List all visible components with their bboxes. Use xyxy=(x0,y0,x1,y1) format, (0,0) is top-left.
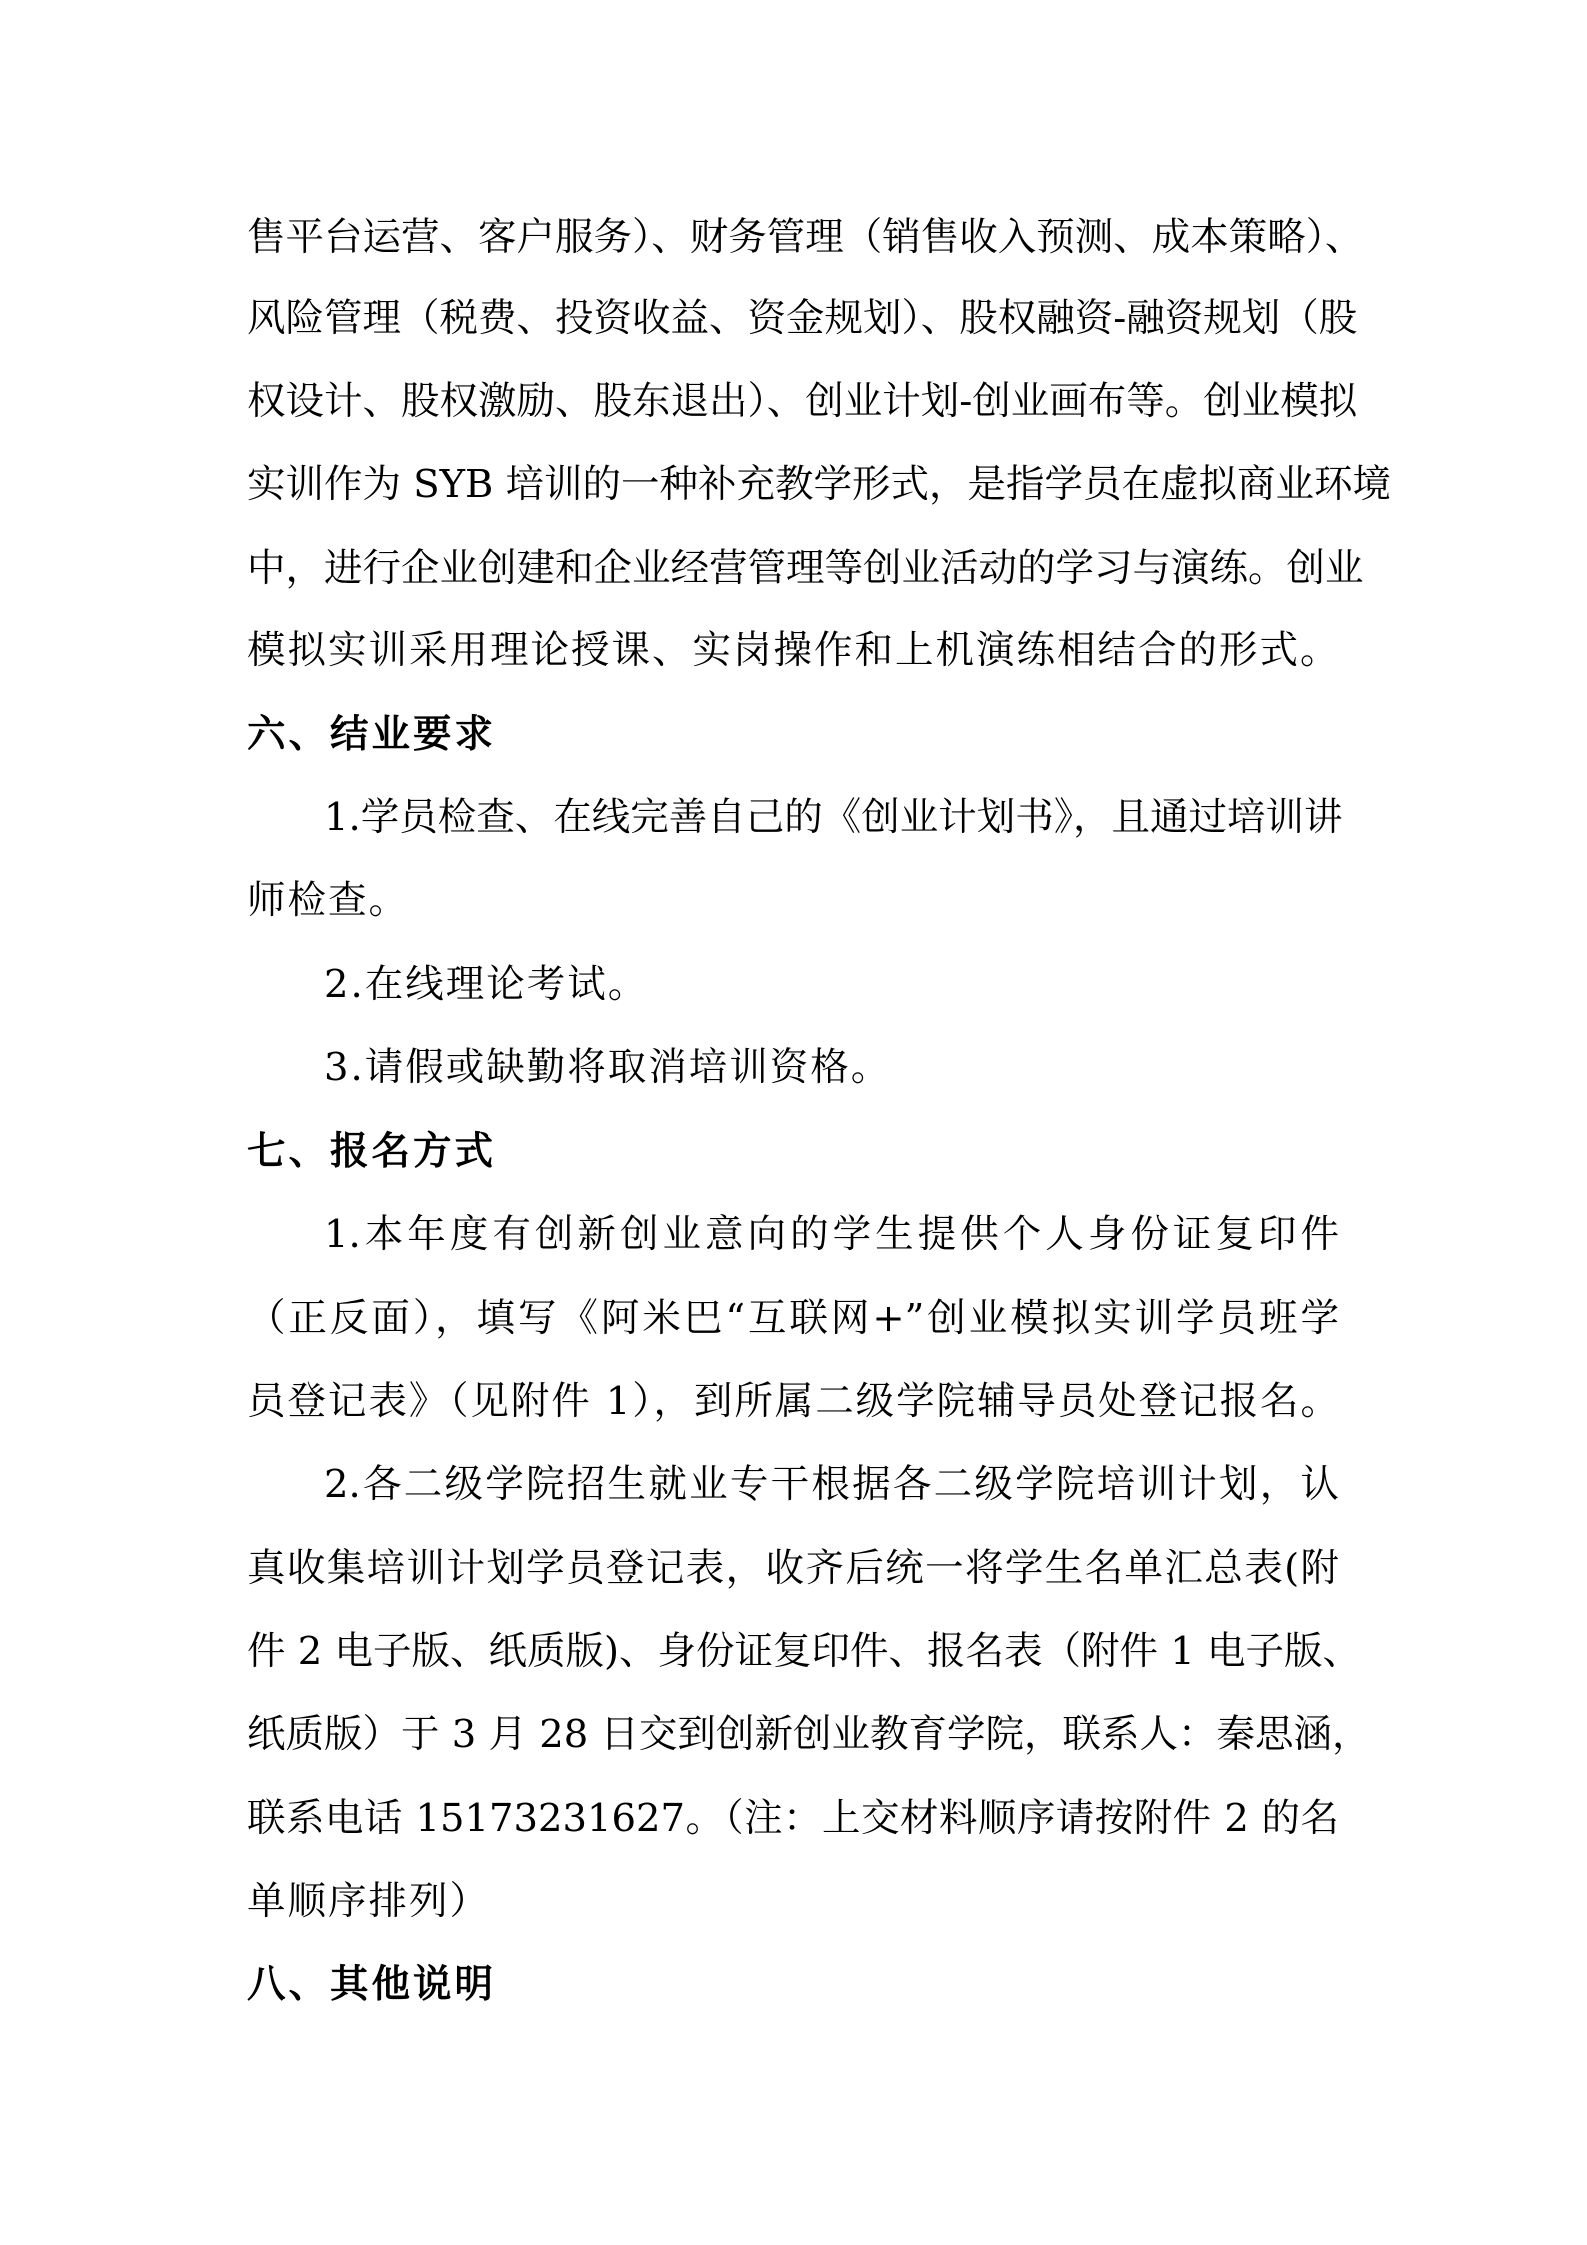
paragraph-line: 模拟实训采用理论授课、实岗操作和上机演练相结合的形式。 xyxy=(247,628,1341,673)
list-item-continuation: （正反面），填写《阿米巴“互联网+”创业模拟实训学员班学 xyxy=(247,1296,1339,1341)
list-item-continuation: 联系电话 15173231627。（注：上交材料顺序请按附件 2 的名 xyxy=(247,1796,1339,1841)
list-item-continuation: 件 2 电子版、纸质版)、身份证复印件、报名表（附件 1 电子版、 xyxy=(247,1629,1361,1674)
section-heading-completion: 六、结业要求 xyxy=(247,712,497,757)
paragraph-line: 中，进行企业创建和企业经营管理等创业活动的学习与演练。创业 xyxy=(247,546,1364,591)
list-item-continuation: 师检查。 xyxy=(247,878,410,923)
paragraph-line: 实训作为 SYB 培训的一种补充教学形式，是指学员在虚拟商业环境 xyxy=(247,462,1392,507)
list-item-continuation: 纸质版）于 3 月 28 日交到创新创业教育学院，联系人：秦思涵， xyxy=(247,1712,1371,1757)
list-item: 2.在线理论考试。 xyxy=(324,962,649,1007)
paragraph-line: 权设计、股权激励、股东退出）、创业计划-创业画布等。创业模拟 xyxy=(247,379,1358,424)
list-item-continuation: 真收集培训计划学员登记表，收齐后统一将学生名单汇总表(附 xyxy=(247,1546,1339,1591)
list-item: 1.学员检查、在线完善自己的《创业计划书》，且通过培训讲 xyxy=(324,795,1343,840)
paragraph-line: 售平台运营、客户服务）、财务管理（销售收入预测、成本策略）、 xyxy=(247,215,1364,260)
list-item: 1.本年度有创新创业意向的学生提供个人身份证复印件 xyxy=(324,1212,1339,1257)
list-item-continuation: 员登记表》（见附件 1），到所属二级学院辅导员处登记报名。 xyxy=(247,1379,1339,1424)
paragraph-line: 风险管理（税费、投资收益、资金规划）、股权融资-融资规划（股 xyxy=(247,296,1358,341)
list-item: 3.请假或缺勤将取消培训资格。 xyxy=(324,1045,892,1090)
list-item: 2.各二级学院招生就业专干根据各二级学院培训计划，认 xyxy=(324,1462,1339,1507)
list-item-continuation: 单顺序排列） xyxy=(247,1879,491,1924)
section-heading-registration: 七、报名方式 xyxy=(247,1129,497,1174)
section-heading-other-notes: 八、其他说明 xyxy=(247,1962,497,2007)
